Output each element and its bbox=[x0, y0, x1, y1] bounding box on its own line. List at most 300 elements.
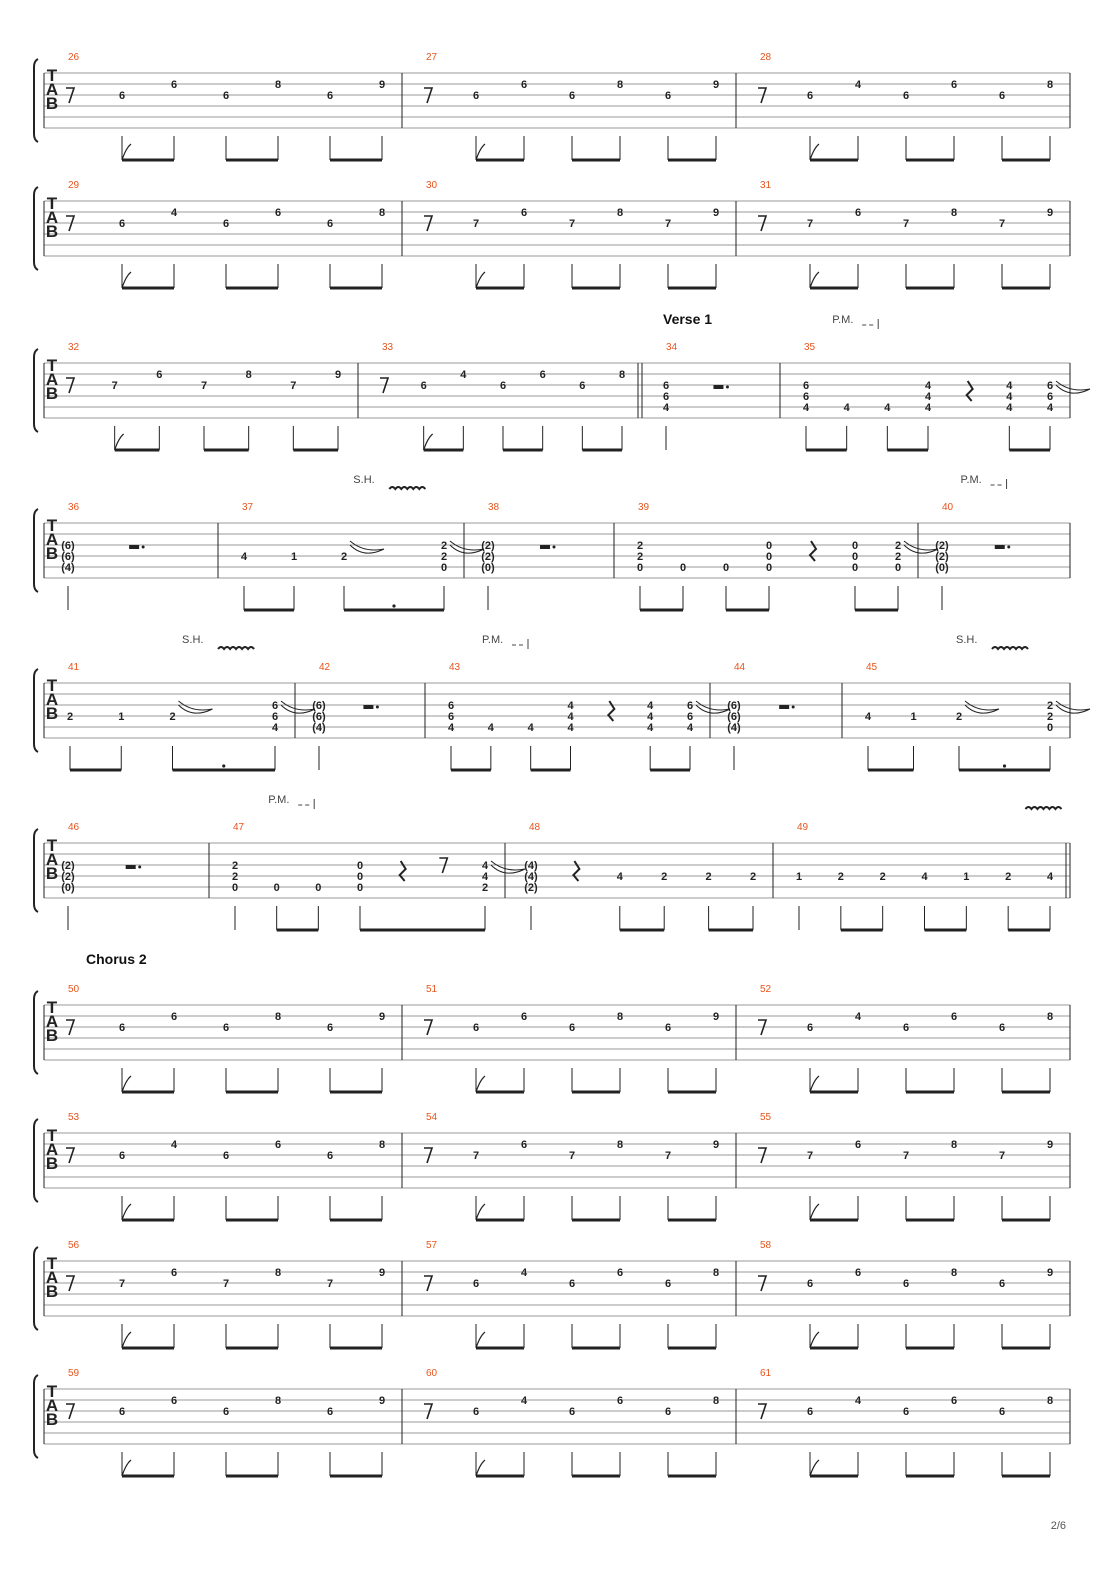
fret-number: 9 bbox=[378, 1395, 386, 1407]
fret-number: 9 bbox=[378, 79, 386, 91]
fret-number: 9 bbox=[378, 1011, 386, 1023]
measure-number: 42 bbox=[319, 662, 331, 673]
fret-number: 6 bbox=[520, 1139, 528, 1151]
tie-arc bbox=[350, 541, 384, 553]
measure-number: 43 bbox=[449, 662, 461, 673]
fret-number: 4 bbox=[924, 380, 932, 392]
tab-clef-letter: A bbox=[45, 850, 59, 869]
measure-number: 60 bbox=[426, 1368, 438, 1379]
fret-number: (4) bbox=[524, 860, 538, 872]
half-rest bbox=[995, 545, 1005, 549]
fret-number: 6 bbox=[118, 1150, 126, 1162]
tab-system bbox=[34, 474, 1070, 610]
fret-number: 4 bbox=[686, 722, 694, 734]
measure-number: 61 bbox=[760, 1368, 772, 1379]
note-flag bbox=[476, 272, 485, 288]
tab-clef-letter: B bbox=[45, 704, 59, 723]
fret-number: 8 bbox=[618, 369, 626, 381]
fret-number: 2 bbox=[169, 711, 176, 723]
fret-number: 2 bbox=[636, 540, 644, 552]
fret-number: (6) bbox=[727, 700, 741, 712]
fret-number: 6 bbox=[950, 79, 958, 91]
fret-number: 8 bbox=[378, 207, 386, 219]
fret-number: 6 bbox=[854, 207, 862, 219]
fret-number: 2 bbox=[879, 871, 886, 883]
fret-number: 4 bbox=[567, 722, 574, 734]
fret-number: 4 bbox=[647, 700, 654, 712]
fret-number: 4 bbox=[854, 1395, 862, 1407]
fret-number: 6 bbox=[447, 711, 455, 723]
tab-system bbox=[34, 794, 1070, 930]
fret-number: 0 bbox=[356, 871, 364, 883]
note-flag bbox=[810, 1076, 819, 1092]
fret-number: 6 bbox=[447, 700, 455, 712]
fret-number: 4 bbox=[1046, 871, 1054, 883]
fret-number: 6 bbox=[222, 1406, 230, 1418]
fret-number: 6 bbox=[616, 1267, 624, 1279]
fret-number: 8 bbox=[712, 1267, 720, 1279]
fret-number: 2 bbox=[1046, 700, 1054, 712]
tie-arc bbox=[696, 701, 730, 713]
fret-number: 6 bbox=[118, 218, 126, 230]
fret-number: (4) bbox=[727, 722, 741, 734]
fret-number: 6 bbox=[950, 1011, 958, 1023]
tab-clef-letter: T bbox=[46, 836, 58, 855]
fret-number: 4 bbox=[520, 1267, 528, 1279]
tie-arc bbox=[1056, 381, 1090, 393]
fret-number: 8 bbox=[274, 79, 282, 91]
fret-number: 6 bbox=[854, 1267, 862, 1279]
fret-number: 4 bbox=[924, 391, 932, 403]
fret-number: 6 bbox=[662, 380, 670, 392]
fret-number: 4 bbox=[924, 402, 932, 414]
tab-clef-letter: B bbox=[45, 384, 59, 403]
system-bracket bbox=[34, 669, 38, 752]
fret-number: 6 bbox=[472, 1022, 480, 1034]
fret-number: 1 bbox=[795, 871, 803, 883]
dot bbox=[138, 866, 141, 869]
fret-number: 0 bbox=[356, 882, 364, 894]
fret-number: 6 bbox=[802, 391, 810, 403]
tab-clef-letter: B bbox=[45, 94, 59, 113]
fret-number: 0 bbox=[765, 551, 773, 563]
fret-number: 2 bbox=[894, 540, 902, 552]
fret-number: 2 bbox=[1046, 711, 1054, 723]
measure-number: 44 bbox=[734, 662, 746, 673]
half-rest bbox=[126, 865, 136, 869]
tab-clef-letter: A bbox=[45, 1396, 59, 1415]
measure-number: 57 bbox=[426, 1240, 438, 1251]
system-bracket bbox=[34, 829, 38, 912]
slide-harmonic-label: S.H. bbox=[956, 634, 978, 646]
tab-clef-letter: A bbox=[45, 80, 59, 99]
fret-number: 7 bbox=[664, 218, 672, 230]
fret-number: 1 bbox=[910, 711, 917, 723]
fret-number: 7 bbox=[111, 380, 118, 392]
measure-number: 29 bbox=[68, 180, 80, 191]
fret-number: (2) bbox=[935, 540, 949, 552]
half-rest bbox=[779, 705, 789, 709]
fret-number: 0 bbox=[894, 562, 902, 574]
dot bbox=[142, 546, 145, 549]
fret-number: 4 bbox=[481, 871, 489, 883]
tab-system bbox=[34, 984, 1070, 1092]
measure-number: 32 bbox=[68, 342, 80, 353]
measure-number: 40 bbox=[942, 502, 954, 513]
fret-number: 6 bbox=[539, 369, 546, 381]
fret-number: 7 bbox=[326, 1278, 334, 1290]
measure-number: 34 bbox=[666, 342, 678, 353]
quarter-rest bbox=[608, 701, 614, 721]
fret-number: 7 bbox=[472, 1150, 480, 1162]
fret-number: 6 bbox=[579, 380, 586, 392]
fret-number: (0) bbox=[935, 562, 949, 574]
tab-clef-letter: A bbox=[45, 1012, 59, 1031]
fret-number: 7 bbox=[568, 1150, 576, 1162]
tie-arc bbox=[904, 541, 938, 553]
fret-number: 8 bbox=[950, 1139, 958, 1151]
fret-number: 6 bbox=[902, 1022, 910, 1034]
measure-number: 26 bbox=[68, 52, 80, 63]
fret-number: 6 bbox=[1046, 380, 1054, 392]
fret-number: 6 bbox=[326, 90, 334, 102]
fret-number: 4 bbox=[1046, 402, 1054, 414]
fret-number: 6 bbox=[420, 380, 427, 392]
fret-number: 4 bbox=[843, 402, 850, 414]
fret-number: 4 bbox=[864, 711, 872, 723]
tie-arc bbox=[281, 701, 315, 713]
note-flag bbox=[424, 434, 433, 450]
fret-number: 7 bbox=[902, 1150, 910, 1162]
fret-number: 1 bbox=[963, 871, 970, 883]
fret-number: 0 bbox=[765, 562, 773, 574]
note-flag bbox=[122, 1204, 131, 1220]
fret-number: 4 bbox=[802, 402, 810, 414]
tab-clef-letter: T bbox=[46, 516, 58, 535]
fret-number: 6 bbox=[902, 1278, 910, 1290]
fret-number: 7 bbox=[118, 1278, 126, 1290]
fret-number: 4 bbox=[854, 1011, 862, 1023]
fret-number: 6 bbox=[326, 1150, 334, 1162]
system-bracket bbox=[34, 349, 38, 432]
note-flag bbox=[122, 1332, 131, 1348]
fret-number: 4 bbox=[527, 722, 534, 734]
fret-number: 6 bbox=[664, 1278, 672, 1290]
dot bbox=[1007, 546, 1010, 549]
fret-number: 6 bbox=[222, 1022, 230, 1034]
fret-number: (0) bbox=[481, 562, 495, 574]
fret-number: 6 bbox=[170, 1267, 178, 1279]
fret-number: 8 bbox=[1046, 79, 1054, 91]
fret-number: 6 bbox=[520, 207, 528, 219]
fret-number: 2 bbox=[749, 871, 757, 883]
fret-number: 6 bbox=[686, 711, 694, 723]
fret-number: 4 bbox=[567, 711, 574, 723]
fret-number: 6 bbox=[998, 90, 1006, 102]
fret-number: 4 bbox=[616, 871, 623, 883]
quarter-rest bbox=[967, 381, 973, 401]
fret-number: 9 bbox=[378, 1267, 386, 1279]
fret-number: 6 bbox=[170, 1395, 178, 1407]
fret-number: 2 bbox=[440, 551, 448, 563]
measure-number: 47 bbox=[233, 822, 245, 833]
palm-mute-label: P.M. bbox=[268, 794, 290, 806]
fret-number: 2 bbox=[894, 551, 902, 563]
fret-number: 7 bbox=[998, 1150, 1006, 1162]
fret-number: 6 bbox=[568, 1406, 576, 1418]
fret-number: 8 bbox=[616, 1139, 624, 1151]
fret-number: 4 bbox=[884, 402, 891, 414]
fret-number: 1 bbox=[290, 551, 298, 563]
fret-number: 6 bbox=[664, 1022, 672, 1034]
fret-number: 6 bbox=[686, 700, 694, 712]
fret-number: 6 bbox=[998, 1022, 1006, 1034]
fret-number: 6 bbox=[271, 711, 279, 723]
tab-system bbox=[34, 1368, 1070, 1476]
half-rest bbox=[540, 545, 550, 549]
fret-number: 6 bbox=[222, 90, 230, 102]
vibrato-wave bbox=[992, 647, 1028, 649]
fret-number: 2 bbox=[481, 882, 489, 894]
fret-number: 6 bbox=[222, 1150, 230, 1162]
fret-number: 6 bbox=[664, 1406, 672, 1418]
fret-number: 8 bbox=[1046, 1011, 1054, 1023]
fret-number: 8 bbox=[616, 207, 624, 219]
half-rest bbox=[713, 385, 723, 389]
system-bracket bbox=[34, 991, 38, 1074]
tab-clef-letter: T bbox=[46, 1254, 58, 1273]
measure-number: 51 bbox=[426, 984, 438, 995]
quarter-rest bbox=[400, 861, 406, 881]
fret-number: 2 bbox=[661, 871, 668, 883]
fret-number: 7 bbox=[472, 218, 480, 230]
fret-number: (6) bbox=[61, 540, 75, 552]
measure-number: 37 bbox=[242, 502, 254, 513]
note-flag bbox=[122, 272, 131, 288]
fret-number: 6 bbox=[326, 1022, 334, 1034]
fret-number: 6 bbox=[222, 218, 230, 230]
fret-number: (2) bbox=[481, 540, 495, 552]
tie-arc bbox=[965, 701, 999, 713]
fret-number: 7 bbox=[902, 218, 910, 230]
fret-number: 0 bbox=[765, 540, 773, 552]
tab-system bbox=[34, 634, 1090, 770]
fret-number: 2 bbox=[705, 871, 712, 883]
fret-number: 4 bbox=[481, 860, 489, 872]
measure-number: 58 bbox=[760, 1240, 772, 1251]
tab-clef-letter: T bbox=[46, 194, 58, 213]
tab-system bbox=[34, 180, 1070, 288]
measure-number: 48 bbox=[529, 822, 541, 833]
fret-number: 6 bbox=[664, 90, 672, 102]
fret-number: 8 bbox=[274, 1267, 282, 1279]
measure-number: 33 bbox=[382, 342, 394, 353]
tab-clef-letter: A bbox=[45, 1140, 59, 1159]
tab-clef-letter: T bbox=[46, 998, 58, 1017]
fret-number: 6 bbox=[326, 1406, 334, 1418]
duration-dot bbox=[1003, 764, 1006, 767]
measure-number: 52 bbox=[760, 984, 772, 995]
fret-number: 6 bbox=[950, 1395, 958, 1407]
fret-number: 0 bbox=[1046, 722, 1054, 734]
tab-clef-letter: B bbox=[45, 1282, 59, 1301]
measure-number: 41 bbox=[68, 662, 80, 673]
fret-number: 6 bbox=[472, 1406, 480, 1418]
fret-number: 6 bbox=[274, 1139, 282, 1151]
fret-number: (6) bbox=[61, 551, 75, 563]
section-label: Verse 1 bbox=[663, 311, 713, 327]
measure-number: 59 bbox=[68, 1368, 80, 1379]
fret-number: 9 bbox=[712, 79, 720, 91]
tab-system bbox=[34, 1240, 1070, 1348]
fret-number: 9 bbox=[1046, 1139, 1054, 1151]
tab-clef-letter: T bbox=[46, 676, 58, 695]
fret-number: 4 bbox=[1006, 402, 1013, 414]
system-bracket bbox=[34, 59, 38, 142]
fret-number: 4 bbox=[271, 722, 279, 734]
fret-number: 7 bbox=[290, 380, 297, 392]
slide-harmonic-label: S.H. bbox=[353, 474, 375, 486]
fret-number: 6 bbox=[568, 1278, 576, 1290]
fret-number: 4 bbox=[567, 700, 574, 712]
tab-clef-letter: B bbox=[45, 222, 59, 241]
fret-number: (2) bbox=[935, 551, 949, 563]
fret-number: 9 bbox=[1046, 207, 1054, 219]
fret-number: 2 bbox=[837, 871, 844, 883]
fret-number: 2 bbox=[231, 860, 239, 872]
measure-number: 35 bbox=[804, 342, 816, 353]
slide-harmonic-label: S.H. bbox=[182, 634, 204, 646]
tab-clef-letter: A bbox=[45, 208, 59, 227]
tie-arc bbox=[491, 861, 525, 873]
fret-number: 6 bbox=[271, 700, 279, 712]
measure-number: 54 bbox=[426, 1112, 438, 1123]
fret-number: 6 bbox=[662, 391, 670, 403]
fret-number: 6 bbox=[806, 1278, 814, 1290]
page-number: 2/6 bbox=[1050, 1520, 1066, 1532]
fret-number: 6 bbox=[902, 90, 910, 102]
tie-arc bbox=[450, 541, 484, 553]
note-flag bbox=[476, 1076, 485, 1092]
measure-number: 46 bbox=[68, 822, 80, 833]
fret-number: 8 bbox=[245, 369, 252, 381]
fret-number: 8 bbox=[712, 1395, 720, 1407]
fret-number: 1 bbox=[118, 711, 125, 723]
fret-number: 8 bbox=[1046, 1395, 1054, 1407]
palm-mute-label: P.M. bbox=[482, 634, 504, 646]
fret-number: 6 bbox=[472, 1278, 480, 1290]
fret-number: 6 bbox=[520, 79, 528, 91]
tab-clef-letter: T bbox=[46, 356, 58, 375]
half-rest bbox=[363, 705, 373, 709]
fret-number: 7 bbox=[806, 1150, 814, 1162]
note-flag bbox=[810, 1332, 819, 1348]
fret-number: 6 bbox=[472, 90, 480, 102]
fret-number: 4 bbox=[487, 722, 494, 734]
fret-number: 7 bbox=[222, 1278, 230, 1290]
tab-clef-letter: A bbox=[45, 530, 59, 549]
fret-number: 2 bbox=[1005, 871, 1012, 883]
tab-system bbox=[34, 1112, 1070, 1220]
fret-number: 6 bbox=[499, 380, 507, 392]
vibrato-wave bbox=[218, 647, 254, 649]
tab-clef-letter: B bbox=[45, 1026, 59, 1045]
measure-number: 28 bbox=[760, 52, 772, 63]
tie-arc bbox=[1056, 701, 1090, 713]
fret-number: 0 bbox=[722, 562, 730, 574]
fret-number: 0 bbox=[440, 562, 448, 574]
fret-number: 6 bbox=[118, 1022, 126, 1034]
measure-number: 53 bbox=[68, 1112, 80, 1123]
note-flag bbox=[476, 1332, 485, 1348]
fret-number: 2 bbox=[636, 551, 644, 563]
note-flag bbox=[810, 272, 819, 288]
tab-clef-letter: T bbox=[46, 66, 58, 85]
fret-number: 6 bbox=[998, 1406, 1006, 1418]
fret-number: 6 bbox=[616, 1395, 624, 1407]
fret-number: 6 bbox=[274, 207, 282, 219]
fret-number: 9 bbox=[712, 1011, 720, 1023]
fret-number: 2 bbox=[440, 540, 448, 552]
measure-number: 30 bbox=[426, 180, 438, 191]
fret-number: 4 bbox=[520, 1395, 528, 1407]
measure-number: 56 bbox=[68, 1240, 80, 1251]
fret-number: 2 bbox=[955, 711, 963, 723]
fret-number: 8 bbox=[378, 1139, 386, 1151]
tab-clef-letter: A bbox=[45, 370, 59, 389]
note-flag bbox=[122, 1460, 131, 1476]
fret-number: 6 bbox=[326, 218, 334, 230]
duration-dot bbox=[222, 764, 225, 767]
dot bbox=[376, 706, 379, 709]
fret-number: 4 bbox=[1006, 391, 1013, 403]
fret-number: 8 bbox=[950, 207, 958, 219]
note-flag bbox=[476, 1460, 485, 1476]
fret-number: 8 bbox=[616, 79, 624, 91]
dot bbox=[553, 546, 556, 549]
measure-number: 55 bbox=[760, 1112, 772, 1123]
measure-number: 45 bbox=[866, 662, 878, 673]
fret-number: 2 bbox=[66, 711, 74, 723]
fret-number: 6 bbox=[568, 1022, 576, 1034]
vibrato-wave bbox=[1025, 807, 1061, 809]
fret-number: 4 bbox=[647, 722, 654, 734]
fret-number: 0 bbox=[231, 882, 239, 894]
fret-number: 0 bbox=[679, 562, 687, 574]
duration-dot bbox=[392, 604, 395, 607]
quarter-rest bbox=[810, 541, 816, 561]
measure-number: 36 bbox=[68, 502, 80, 513]
palm-mute-label: P.M. bbox=[832, 314, 854, 326]
tab-clef-letter: A bbox=[45, 1268, 59, 1287]
fret-number: (2) bbox=[61, 860, 75, 872]
fret-number: 4 bbox=[854, 79, 862, 91]
system-bracket bbox=[34, 187, 38, 270]
fret-number: 4 bbox=[170, 207, 178, 219]
vibrato-wave bbox=[389, 487, 425, 489]
fret-number: 8 bbox=[274, 1395, 282, 1407]
fret-number: 4 bbox=[447, 722, 455, 734]
measure-number: 27 bbox=[426, 52, 438, 63]
fret-number: 0 bbox=[851, 551, 859, 563]
tab-clef-letter: B bbox=[45, 544, 59, 563]
fret-number: 6 bbox=[118, 1406, 126, 1418]
fret-number: 6 bbox=[902, 1406, 910, 1418]
fret-number: 4 bbox=[170, 1139, 178, 1151]
fret-number: (4) bbox=[61, 562, 75, 574]
note-flag bbox=[810, 144, 819, 160]
tab-clef-letter: A bbox=[45, 690, 59, 709]
